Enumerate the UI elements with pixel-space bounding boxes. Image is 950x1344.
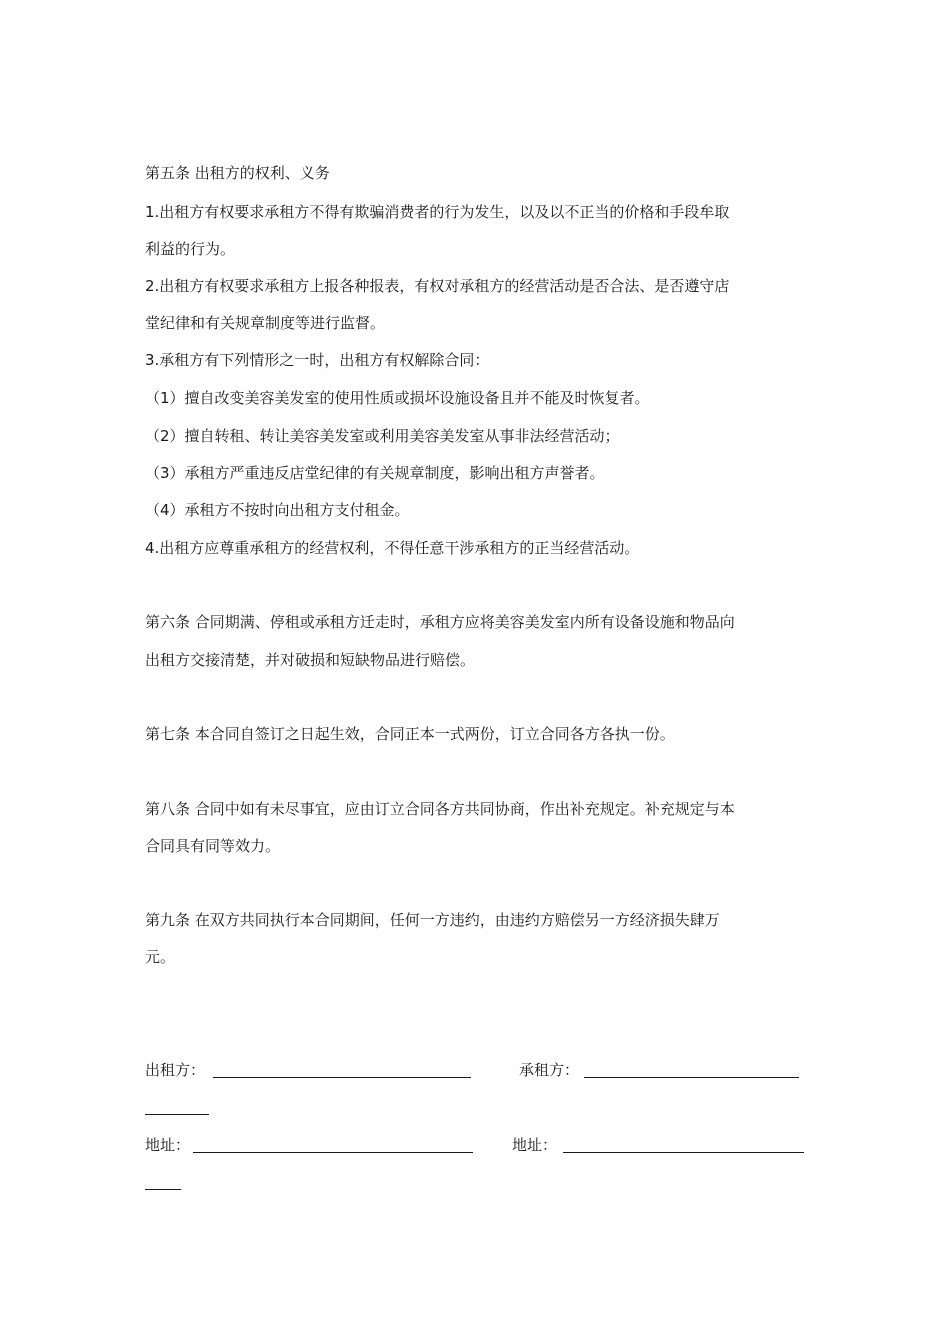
article6-line2: 出租方交接清楚，并对破损和短缺物品进行赔偿。 (145, 651, 476, 669)
lessor-address-label: 地址： (145, 1136, 191, 1154)
article8-line1: 第八条 合同中如有未尽事宜，应由订立合同各方共同协商，作出补充规定。补充规定与本 (145, 800, 735, 818)
article5-item3: 3.承租方有下列情形之一时，出租方有权解除合同： (145, 351, 490, 369)
article5-item2-line2: 堂纪律和有关规章制度等进行监督。 (145, 314, 386, 332)
lessor-address-line[interactable] (193, 1152, 473, 1153)
article5-item2-line1: 2.出租方有权要求承租方上报各种报表，有权对承租方的经营活动是否合法、是否遵守店 (145, 277, 730, 295)
article5-sub2: （2）擅自转租、转让美容美发室或利用美容美发室从事非法经营活动； (145, 427, 620, 445)
article7-line1: 第七条 本合同自签订之日起生效，合同正本一式两份，订立合同各方各执一份。 (145, 725, 675, 743)
lessee-label: 承租方： (519, 1061, 580, 1079)
article6-line1: 第六条 合同期满、停租或承租方迁走时，承租方应将美容美发室内所有设备设施和物品向 (145, 613, 735, 631)
article5-heading: 第五条 出租方的权利、义务 (145, 164, 330, 182)
lessor-signature-line[interactable] (213, 1077, 471, 1078)
lessor-label: 出租方： (145, 1061, 206, 1079)
article5-sub1: （1）擅自改变美容美发室的使用性质或损坏设施设备且并不能及时恢复者。 (145, 389, 650, 407)
article8-line2: 合同具有同等效力。 (145, 837, 281, 855)
article5-item1-line1: 1.出租方有权要求承租方不得有欺骗消费者的行为发生，以及以不正当的价格和手段牟取 (145, 203, 730, 221)
article5-sub4: （4）承租方不按时向出租方支付租金。 (145, 501, 410, 519)
article5-item1-line2: 利益的行为。 (145, 240, 236, 258)
article9-line2: 元。 (145, 948, 176, 966)
lessee-address-label: 地址： (512, 1136, 558, 1154)
article9-line1: 第九条 在双方共同执行本合同期间，任何一方违约，由违约方赔偿另一方经济损失肆万 (145, 911, 720, 929)
article5-item4: 4.出租方应尊重承租方的经营权利，不得任意干涉承租方的正当经营活动。 (145, 539, 640, 557)
lessee-address-line[interactable] (563, 1152, 804, 1153)
article5-sub3: （3）承租方严重违反店堂纪律的有关规章制度，影响出租方声誉者。 (145, 464, 605, 482)
lessee-address-line-continued (145, 1189, 181, 1190)
lessee-signature-line[interactable] (584, 1077, 799, 1078)
lessee-signature-line-continued (145, 1114, 209, 1115)
